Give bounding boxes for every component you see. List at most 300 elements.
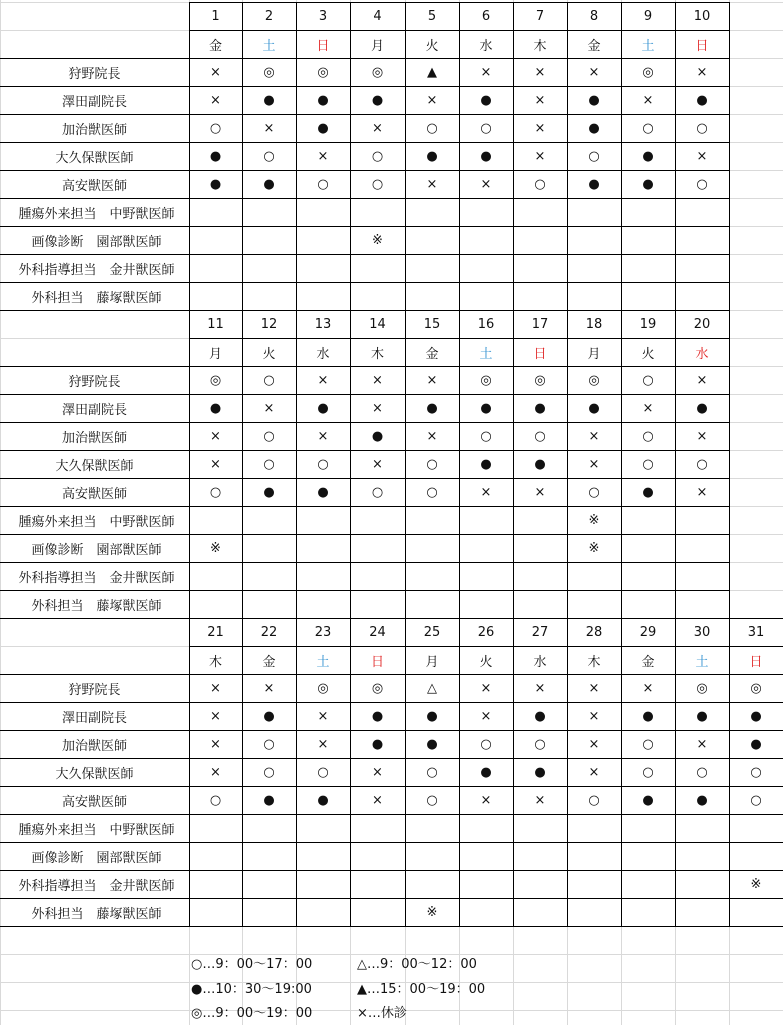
- schedule-cell: ×: [480, 708, 492, 724]
- schedule-cell: ※: [426, 904, 438, 920]
- schedule-cell: ●: [642, 176, 654, 192]
- schedule-cell: [513, 898, 567, 926]
- schedule-cell: ●: [263, 484, 275, 500]
- date-cell: 26: [477, 624, 495, 640]
- schedule-cell: [675, 898, 729, 926]
- schedule-cell: ●: [317, 120, 329, 136]
- border-h: [0, 926, 783, 927]
- schedule-cell: ●: [642, 708, 654, 724]
- schedule-cell: ◎: [317, 64, 329, 80]
- schedule-cell: ×: [372, 456, 383, 472]
- border-v: [350, 2, 351, 311]
- schedule-cell: [513, 842, 567, 870]
- schedule-cell: ●: [534, 708, 546, 724]
- schedule-cell: ●: [263, 708, 275, 724]
- schedule-cell: ×: [317, 428, 329, 444]
- schedule-cell: ◎: [696, 680, 708, 696]
- date-cell: 21: [207, 624, 224, 640]
- schedule-cell: [621, 870, 675, 898]
- schedule-cell: [459, 534, 513, 562]
- date-cell: 28: [585, 624, 603, 640]
- schedule-cell: [189, 590, 242, 618]
- schedule-cell: ◎: [317, 680, 329, 696]
- schedule-cell: [405, 506, 459, 534]
- schedule-cell: ×: [263, 120, 275, 136]
- schedule-cell: [350, 254, 405, 282]
- schedule-cell: [350, 506, 405, 534]
- schedule-cell: ○: [588, 484, 600, 500]
- staff-label: 腫瘍外来担当 中野獣医師: [18, 822, 175, 838]
- border-h: [0, 842, 783, 843]
- border-v: [459, 2, 460, 311]
- schedule-cell: [621, 562, 675, 590]
- schedule-cell: ◎: [750, 680, 762, 696]
- schedule-cell: [296, 898, 350, 926]
- schedule-cell: [459, 254, 513, 282]
- schedule-cell: [296, 590, 350, 618]
- date-cell: 2: [264, 8, 274, 24]
- border-v: [567, 2, 568, 311]
- schedule-cell: ◎: [480, 372, 492, 388]
- schedule-cell: ×: [480, 792, 492, 808]
- schedule-cell: ×: [210, 456, 221, 472]
- schedule-cell: [296, 842, 350, 870]
- schedule-cell: [242, 226, 296, 254]
- weekday-cell: 月: [587, 346, 601, 362]
- border-v: [621, 2, 622, 311]
- schedule-cell: ×: [317, 736, 329, 752]
- weekday-cell: 火: [425, 38, 439, 54]
- schedule-cell: [296, 254, 350, 282]
- schedule-cell: ○: [209, 120, 222, 136]
- staff-label: 大久保獣医師: [55, 458, 134, 474]
- schedule-cell: [296, 814, 350, 842]
- schedule-cell: ○: [209, 484, 222, 500]
- schedule-cell: ●: [209, 176, 222, 192]
- schedule-cell: [513, 562, 567, 590]
- schedule-cell: ×: [588, 680, 600, 696]
- schedule-cell: ●: [317, 484, 329, 500]
- schedule-cell: [513, 198, 567, 226]
- border-h: [0, 898, 783, 899]
- schedule-cell: ×: [480, 64, 492, 80]
- staff-label: 加治獣医師: [61, 738, 127, 754]
- schedule-cell: ○: [263, 764, 275, 780]
- schedule-cell: [189, 842, 242, 870]
- schedule-cell: ×: [534, 92, 546, 108]
- schedule-cell: [459, 814, 513, 842]
- schedule-cell: ●: [317, 792, 329, 808]
- staff-label: 高安獣医師: [61, 794, 127, 810]
- schedule-cell: [459, 506, 513, 534]
- border-h: [0, 870, 783, 871]
- schedule-cell: ×: [372, 764, 383, 780]
- schedule-cell: [189, 254, 242, 282]
- schedule-cell: [405, 842, 459, 870]
- schedule-cell: [242, 198, 296, 226]
- border-v: [350, 618, 351, 927]
- weekday-cell: 水: [533, 654, 547, 670]
- schedule-cell: ◎: [642, 64, 654, 80]
- schedule-cell: [567, 562, 621, 590]
- schedule-cell: ×: [534, 792, 546, 808]
- schedule-cell: ×: [588, 764, 600, 780]
- schedule-cell: ●: [642, 148, 654, 164]
- schedule-cell: ※: [210, 540, 221, 556]
- schedule-cell: ○: [209, 792, 222, 808]
- weekday-cell: 木: [587, 654, 601, 670]
- schedule-cell: ○: [480, 428, 492, 444]
- legend-item: △…9：00～12：00: [357, 956, 477, 972]
- date-cell: 3: [318, 8, 328, 24]
- border-h: [0, 674, 783, 675]
- schedule-cell: ×: [534, 120, 546, 136]
- schedule-cell: ●: [588, 176, 600, 192]
- schedule-cell: [296, 562, 350, 590]
- weekday-cell: 水: [695, 346, 709, 362]
- schedule-cell: [242, 590, 296, 618]
- schedule-cell: [405, 282, 459, 310]
- staff-label: 大久保獣医師: [55, 766, 134, 782]
- schedule-cell: ●: [263, 792, 275, 808]
- schedule-cell: ○: [263, 372, 275, 388]
- schedule-cell: [459, 198, 513, 226]
- schedule-cell: [189, 814, 242, 842]
- staff-label: 狩野院長: [68, 682, 121, 698]
- weekday-cell: 火: [479, 654, 493, 670]
- border-v: [729, 310, 730, 619]
- date-cell: 5: [427, 8, 437, 24]
- schedule-cell: ○: [642, 456, 654, 472]
- staff-label: 画像診断 園部獣医師: [31, 850, 162, 866]
- weekday-cell: 日: [370, 654, 384, 670]
- staff-label: 画像診断 園部獣医師: [31, 234, 162, 250]
- schedule-cell: [513, 254, 567, 282]
- schedule-cell: ×: [426, 372, 438, 388]
- schedule-cell: [675, 226, 729, 254]
- schedule-cell: ○: [642, 428, 654, 444]
- weekday-cell: 日: [695, 38, 709, 54]
- schedule-cell: ○: [263, 456, 275, 472]
- border-v: [405, 2, 406, 311]
- weekday-cell: 日: [749, 654, 763, 670]
- schedule-cell: ×: [588, 736, 600, 752]
- schedule-cell: ×: [696, 736, 708, 752]
- schedule-cell: [621, 590, 675, 618]
- schedule-cell: ●: [588, 120, 600, 136]
- schedule-cell: [296, 870, 350, 898]
- schedule-cell: ×: [480, 680, 492, 696]
- schedule-cell: [296, 506, 350, 534]
- date-cell: 22: [260, 624, 278, 640]
- schedule-cell: ○: [642, 764, 654, 780]
- weekday-cell: 木: [370, 346, 384, 362]
- schedule-cell: [189, 282, 242, 310]
- schedule-cell: [350, 870, 405, 898]
- border-v: [513, 2, 514, 311]
- schedule-cell: [405, 562, 459, 590]
- schedule-cell: [242, 870, 296, 898]
- staff-label: 外科指導担当 金井獣医師: [18, 570, 175, 586]
- schedule-cell: [513, 282, 567, 310]
- schedule-cell: ●: [371, 92, 384, 108]
- border-v: [350, 310, 351, 619]
- schedule-cell: ●: [371, 428, 384, 444]
- schedule-cell: ○: [750, 764, 762, 780]
- schedule-cell: [567, 198, 621, 226]
- schedule-cell: [621, 534, 675, 562]
- schedule-cell: [567, 842, 621, 870]
- staff-label: 外科担当 藤塚獣医師: [31, 598, 162, 614]
- date-cell: 16: [477, 316, 495, 332]
- border-v: [189, 310, 190, 619]
- schedule-cell: [621, 226, 675, 254]
- schedule-cell: [513, 226, 567, 254]
- schedule-cell: ×: [426, 176, 438, 192]
- weekday-cell: 水: [479, 38, 493, 54]
- schedule-cell: [296, 282, 350, 310]
- staff-label: 狩野院長: [68, 374, 121, 390]
- schedule-cell: ○: [534, 736, 546, 752]
- legend-item: ▲…15：00～19：00: [357, 981, 486, 997]
- border-v: [405, 618, 406, 927]
- staff-label: 大久保獣医師: [55, 150, 134, 166]
- date-cell: 10: [693, 8, 711, 24]
- schedule-cell: ○: [642, 736, 654, 752]
- weekday-cell: 土: [316, 654, 330, 670]
- schedule-cell: [513, 506, 567, 534]
- schedule-cell: [459, 870, 513, 898]
- schedule-cell: [405, 534, 459, 562]
- schedule-cell: [296, 198, 350, 226]
- border-h: [0, 814, 783, 815]
- schedule-cell: [621, 198, 675, 226]
- schedule-cell: [729, 898, 783, 926]
- staff-label: 高安獣医師: [61, 178, 127, 194]
- schedule-cell: ●: [642, 792, 654, 808]
- schedule-cell: ●: [426, 708, 438, 724]
- border-v: [189, 2, 190, 311]
- schedule-cell: ○: [642, 120, 654, 136]
- schedule-cell: ●: [263, 176, 275, 192]
- date-cell: 9: [643, 8, 653, 24]
- date-cell: 20: [693, 316, 711, 332]
- schedule-cell: [513, 870, 567, 898]
- schedule-cell: ●: [696, 792, 708, 808]
- schedule-cell: [350, 814, 405, 842]
- schedule-cell: ○: [371, 148, 384, 164]
- staff-label: 高安獣医師: [61, 486, 127, 502]
- staff-label: 澤田副院長: [61, 710, 127, 726]
- schedule-cell: [675, 814, 729, 842]
- schedule-cell: ○: [696, 764, 708, 780]
- staff-label: 狩野院長: [68, 66, 121, 82]
- schedule-cell: ×: [642, 400, 654, 416]
- schedule-cell: ●: [371, 736, 384, 752]
- schedule-cell: △: [427, 680, 437, 696]
- schedule-cell: [567, 870, 621, 898]
- schedule-cell: ●: [696, 400, 708, 416]
- schedule-cell: ●: [642, 484, 654, 500]
- date-cell: 23: [314, 624, 332, 640]
- schedule-cell: ×: [372, 792, 383, 808]
- schedule-cell: [459, 562, 513, 590]
- schedule-cell: ○: [426, 456, 438, 472]
- schedule-cell: ×: [210, 764, 221, 780]
- schedule-cell: [567, 590, 621, 618]
- schedule-cell: [567, 282, 621, 310]
- schedule-cell: [189, 870, 242, 898]
- schedule-cell: ×: [372, 372, 383, 388]
- border-v: [405, 310, 406, 619]
- weekday-cell: 水: [316, 346, 330, 362]
- schedule-cell: ×: [534, 680, 546, 696]
- schedule-cell: ○: [263, 736, 275, 752]
- schedule-cell: [350, 590, 405, 618]
- schedule-cell: ×: [696, 428, 708, 444]
- staff-label: 加治獣医師: [61, 430, 127, 446]
- schedule-cell: ×: [317, 708, 329, 724]
- schedule-cell: ◎: [371, 64, 384, 80]
- schedule-cell: ○: [426, 484, 438, 500]
- schedule-cell: [513, 814, 567, 842]
- legend-item: ●…10：30～19:00: [191, 981, 312, 997]
- date-cell: 30: [693, 624, 711, 640]
- staff-label: 外科担当 藤塚獣医師: [31, 906, 162, 922]
- schedule-cell: ●: [209, 148, 222, 164]
- schedule-cell: [189, 898, 242, 926]
- schedule-cell: ●: [696, 708, 708, 724]
- schedule-cell: [189, 226, 242, 254]
- border-v: [675, 618, 676, 927]
- schedule-cell: ×: [534, 148, 546, 164]
- schedule-cell: ○: [534, 176, 546, 192]
- schedule-cell: ●: [534, 456, 546, 472]
- schedule-cell: ◎: [209, 372, 222, 388]
- schedule-cell: ○: [263, 428, 275, 444]
- schedule-cell: ○: [371, 484, 384, 500]
- border-h: [0, 758, 783, 759]
- border-h: [0, 730, 783, 731]
- border-v: [459, 310, 460, 619]
- schedule-cell: [621, 506, 675, 534]
- border-v: [296, 310, 297, 619]
- schedule-cell: [675, 842, 729, 870]
- schedule-cell: ○: [588, 792, 600, 808]
- weekday-cell: 金: [587, 38, 601, 54]
- schedule-cell: ○: [426, 764, 438, 780]
- border-h: [0, 786, 783, 787]
- schedule-cell: [242, 534, 296, 562]
- schedule-cell: ○: [534, 428, 546, 444]
- schedule-cell: [242, 562, 296, 590]
- schedule-cell: ×: [642, 92, 654, 108]
- schedule-cell: ×: [210, 92, 221, 108]
- schedule-cell: [729, 814, 783, 842]
- schedule-cell: ※: [372, 232, 383, 248]
- weekday-cell: 木: [533, 38, 547, 54]
- staff-label: 澤田副院長: [61, 402, 127, 418]
- schedule-cell: [459, 282, 513, 310]
- schedule-cell: ×: [210, 708, 221, 724]
- schedule-cell: ○: [696, 120, 708, 136]
- schedule-cell: [405, 814, 459, 842]
- staff-label: 外科指導担当 金井獣医師: [18, 262, 175, 278]
- weekday-cell: 月: [208, 346, 222, 362]
- schedule-cell: [675, 534, 729, 562]
- border-v: [242, 310, 243, 619]
- date-cell: 14: [369, 316, 386, 332]
- schedule-cell: ×: [642, 680, 654, 696]
- schedule-cell: ○: [480, 120, 492, 136]
- schedule-cell: ○: [426, 120, 438, 136]
- schedule-cell: [675, 198, 729, 226]
- schedule-cell: ○: [317, 456, 329, 472]
- schedule-cell: ●: [480, 400, 492, 416]
- date-cell: 29: [639, 624, 657, 640]
- schedule-cell: ●: [480, 764, 492, 780]
- schedule-cell: [405, 870, 459, 898]
- schedule-cell: ×: [696, 484, 708, 500]
- border-v: [567, 618, 568, 927]
- schedule-cell: [567, 226, 621, 254]
- date-cell: 8: [589, 8, 599, 24]
- weekday-cell: 土: [695, 654, 709, 670]
- schedule-cell: ●: [534, 764, 546, 780]
- schedule-cell: ×: [426, 92, 438, 108]
- weekday-cell: 月: [370, 38, 384, 54]
- schedule-cell: ○: [371, 176, 384, 192]
- schedule-cell: ○: [263, 148, 275, 164]
- schedule-cell: ●: [750, 736, 762, 752]
- date-cell: 24: [369, 624, 386, 640]
- schedule-cell: ×: [480, 176, 492, 192]
- schedule-cell: ●: [263, 92, 275, 108]
- schedule-cell: [459, 590, 513, 618]
- schedule-cell: ※: [750, 876, 762, 892]
- schedule-cell: ×: [480, 484, 492, 500]
- schedule-cell: [621, 842, 675, 870]
- schedule-cell: [350, 562, 405, 590]
- date-cell: 18: [585, 316, 603, 332]
- schedule-cell: ●: [317, 400, 329, 416]
- weekday-cell: 日: [316, 38, 330, 54]
- border-v: [296, 618, 297, 927]
- schedule-cell: ●: [426, 400, 438, 416]
- schedule-cell: [621, 814, 675, 842]
- border-h: [0, 618, 783, 619]
- schedule-cell: [242, 254, 296, 282]
- schedule-cell: ×: [210, 736, 221, 752]
- border-v: [242, 2, 243, 311]
- schedule-cell: [350, 198, 405, 226]
- schedule-cell: ●: [750, 708, 762, 724]
- border-v: [513, 618, 514, 927]
- weekday-cell: 火: [641, 346, 655, 362]
- schedule-cell: ○: [588, 148, 600, 164]
- schedule-cell: ※: [588, 540, 600, 556]
- schedule-cell: [675, 282, 729, 310]
- border-v: [729, 2, 730, 311]
- weekday-cell: 木: [208, 654, 222, 670]
- weekday-cell: 日: [533, 346, 547, 362]
- schedule-cell: [242, 282, 296, 310]
- weekday-cell: 月: [425, 654, 439, 670]
- schedule-cell: ×: [210, 428, 221, 444]
- schedule-cell: ○: [750, 792, 762, 808]
- schedule-cell: ×: [372, 400, 383, 416]
- schedule-cell: ●: [696, 92, 708, 108]
